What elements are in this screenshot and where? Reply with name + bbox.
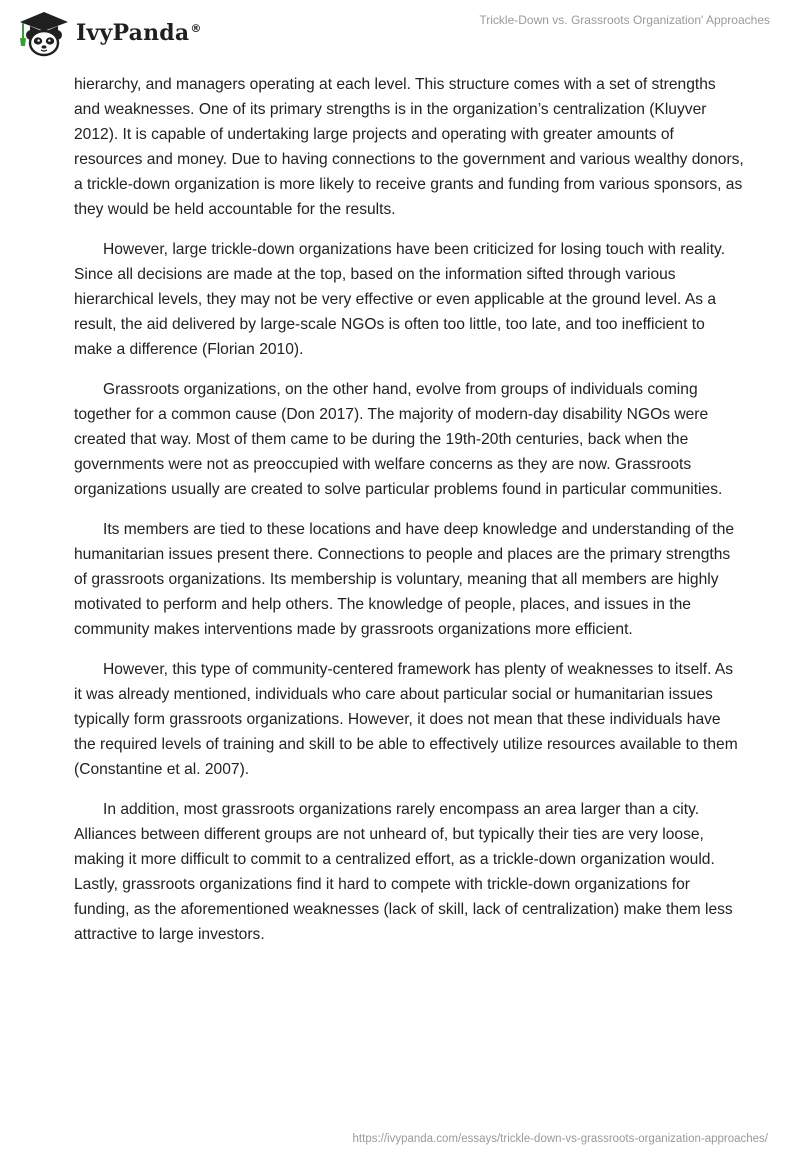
paragraph-5: However, this type of community-centered framework has plenty of weaknesses to itself. As it was already mentioned, individuals who care about particular social or humanitarian issues typically form grassroots organizations. However, it does not mean that these individuals have the required levels of training and skill to be able to effectively utilize resources available to them (Constantine et al. 2007).	[74, 661, 738, 778]
source-url-link[interactable]: https://ivypanda.com/essays/trickle-down-vs-grassroots-organization-approaches/	[352, 1133, 768, 1145]
paragraph-4: Its members are tied to these locations and have deep knowledge and understanding of the humanitarian issues present there. Connections to people and places are the primary strengths of grassroots organizations. Its membership is voluntary, meaning that all members are highly motivated to perform and help others. The knowledge of people, places, and issues in the community makes interventions made by grassroots organizations more efficient.	[74, 521, 735, 638]
panda-graduation-cap-icon	[14, 8, 70, 58]
brand-name: IvyPanda®	[76, 20, 202, 46]
brand-logo[interactable]	[14, 8, 202, 58]
paragraph-3: Grassroots organizations, on the other hand, evolve from groups of individuals coming together for a common cause (Don 2017). The majority of modern-day disability NGOs were created that way. Most of them came to be during the 19th-20th centuries, back when the governments were not as preoccupied with welfare concerns as they are now. Grassroots organizations usually are created to solve particular problems found in particular communities.	[74, 381, 723, 498]
paragraph-1: hierarchy, and managers operating at each level. This structure comes with a set of strengths and weaknesses. One of its primary strengths is in the organization’s centralization (Kluyver 2012). It is capable of undertaking large projects and operating with greater amounts of resources and money. Due to having connections to the government and various wealthy donors, a trickle-down organization is more likely to receive grants and funding from various sponsors, as they would be held accountable for the results.	[74, 76, 744, 218]
essay-body	[74, 72, 744, 962]
registered-mark: ®	[190, 21, 202, 35]
paragraph-6: In addition, most grassroots organizations rarely encompass an area larger than a city. Alliances between different groups are not unheard of, but typically their ties are very loose, making it more difficult to commit to a centralized effort, as a trickle-down organization would. Lastly, grassroots organizations find it hard to compete with trickle-down organizations for funding, as the aforementioned weaknesses (lack of skill, lack of centralization) make them less attractive to large investors.	[74, 801, 733, 943]
document-title: Trickle-Down vs. Grassroots Organization' Approaches	[479, 13, 770, 27]
page-header	[0, 0, 800, 70]
paragraph-2: However, large trickle-down organizations have been criticized for losing touch with reality. Since all decisions are made at the top, based on the information sifted through various hierarchical levels, they may not be very effective or even applicable at the ground level. As a result, the aid delivered by large-scale NGOs is often too little, too late, and too inefficient to make a difference (Florian 2010).	[74, 241, 726, 358]
